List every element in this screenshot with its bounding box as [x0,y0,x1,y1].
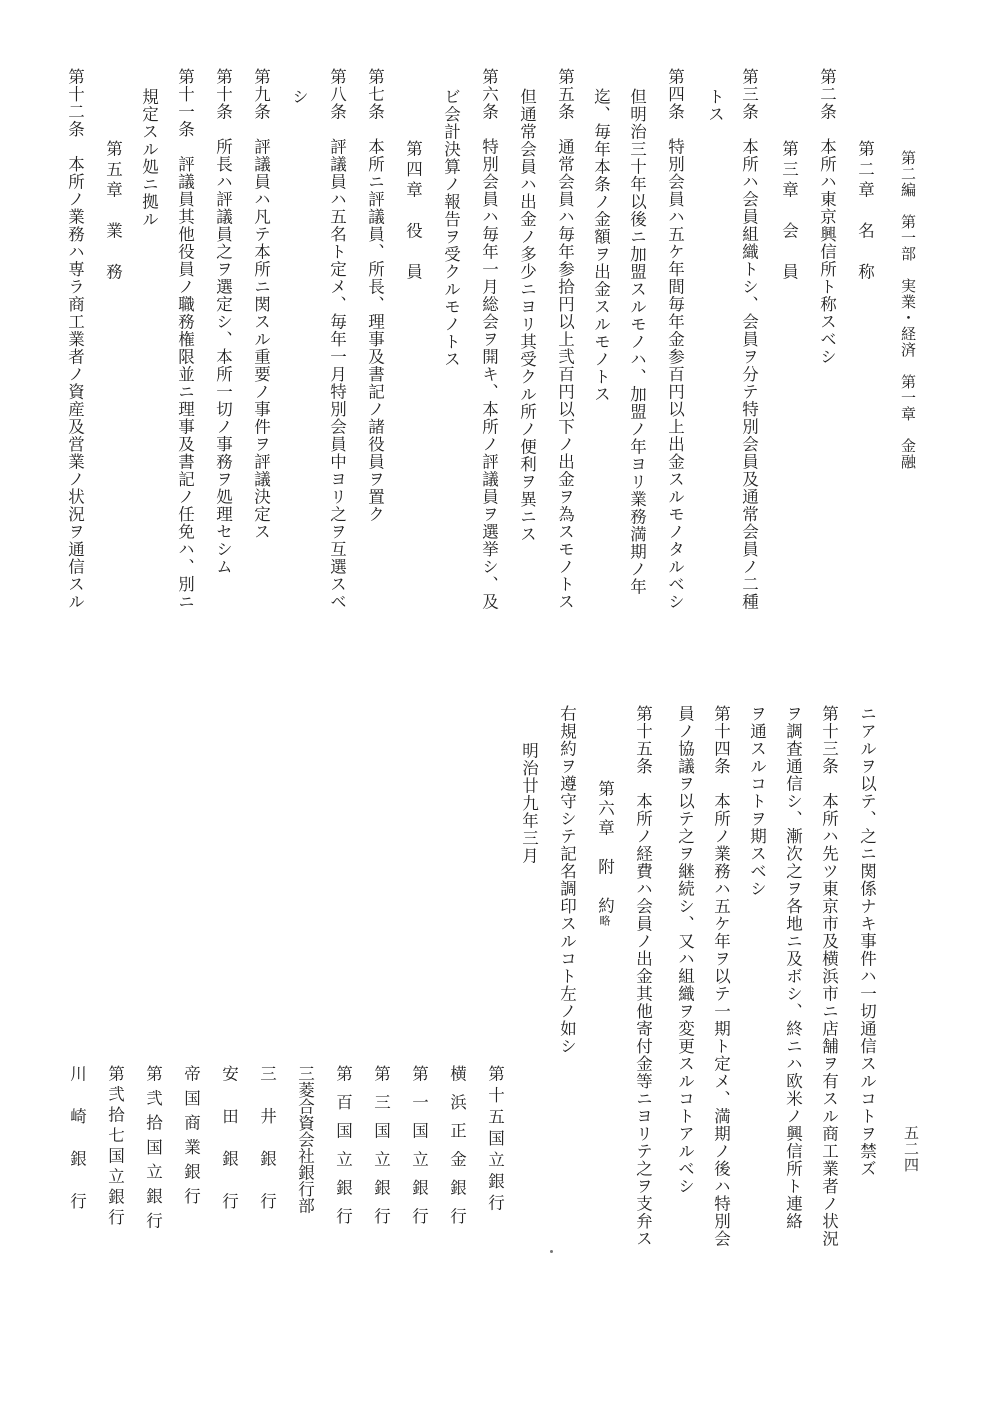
signatory: 三菱合資会社銀行部 [295,1065,315,1214]
signatory: 第十五国立銀行 [485,1065,505,1216]
signatory: 第弐拾七国立銀行 [105,1065,125,1229]
article-text: 第四条 特別会員ハ五ケ年間毎年金参百円以上出金スルモノタルベシ [665,68,685,611]
article-text: 第二条 本所ハ東京興信所ト称スベシ [817,68,837,366]
article-text: 第三条 本所ハ会員組織トシ、会員ヲ分テ特別会員及通常会員ノ二種 [739,68,759,611]
article-continuation: トス [705,88,725,123]
article-text: 第五条 通常会員ハ毎年参拾円以上弐百円以下ノ出金ヲ為スモノトス [555,68,575,611]
signatory: 横浜正金銀行 [447,1065,467,1236]
ink-speck [550,1250,553,1253]
signatory: 帝国商業銀行 [181,1065,201,1212]
signatory: 第弐拾国立銀行 [143,1065,163,1237]
chapter-heading: 第六章 附 約 [595,780,615,917]
article-text: 第十五条 本所ノ経費ハ会員ノ出金其他寄付金等ニヨリテ之ヲ支弁ス [633,705,653,1248]
article-continuation: ヲ通スルコトヲ期スベシ [747,705,767,898]
article-continuation: シ [289,88,309,106]
article-text: 第十一条 評議員其他役員ノ職務権限並ニ理事及書記ノ任免ハ、別ニ [175,68,195,611]
running-title: 第二編 第一部 実業・経済 第一章 金融 [899,150,917,470]
chapter-heading: 第五章 業 務 [103,140,123,284]
omission-note: 略 [598,915,611,926]
signatory: 三井銀行 [257,1065,277,1235]
article-text: 第十条 所長ハ評議員之ヲ選定シ、本所一切ノ事務ヲ処理セシム [213,68,233,576]
article-text: 第九条 評議員ハ凡テ本所ニ関スル重要ノ事件ヲ評議決定ス [251,68,271,541]
page-number: 五二四 [902,1125,920,1173]
chapter-heading: 第三章 会 員 [779,140,799,284]
article-continuation: 員ノ協議ヲ以テ之ヲ継続シ、又ハ組織ヲ変更スルコトアルベシ [675,705,695,1195]
article-proviso: 但明治三十年以後ニ加盟スルモノハ、加盟ノ年ヨリ業務満期ノ年 [627,88,647,596]
article-text: 第十二条 本所ノ業務ハ専ラ商工業者ノ資産及営業ノ状況ヲ通信スル [65,68,85,611]
article-continuation: ビ会計決算ノ報告ヲ受クルモノトス [441,88,461,368]
date-line: 明治廿九年三月 [519,742,539,865]
signatory: 川崎銀行 [67,1065,87,1235]
article-continuation: ヲ調査通信シ、漸次之ヲ各地ニ及ボシ、終ニハ欧米ノ興信所ト連絡 [783,705,803,1230]
signatory: 第一国立銀行 [409,1065,429,1236]
closing-statement: 右規約ヲ遵守シテ記名調印スルコト左ノ如シ [557,705,577,1055]
chapter-heading: 第二章 名 称 [855,140,875,284]
signatory: 安田銀行 [219,1065,239,1235]
signatory: 第百国立銀行 [333,1065,353,1236]
article-continuation: 迄、毎年本条ノ金額ヲ出金スルモノトス [591,88,611,403]
article-proviso: 但通常会員ハ出金ノ多少ニヨリ其受クル所ノ便利ヲ異ニス [517,88,537,543]
signatory: 第三国立銀行 [371,1065,391,1236]
article-continuation: 規定スル処ニ拠ル [139,88,159,228]
article-text: 第六条 特別会員ハ毎年一月総会ヲ開キ、本所ノ評議員ヲ選挙シ、及 [479,68,499,611]
article-text: 第八条 評議員ハ五名ト定メ、毎年一月特別会員中ヨリ之ヲ互選スベ [327,68,347,611]
article-text: 第七条 本所ニ評議員、所長、理事及書記ノ諸役員ヲ置ク [365,68,385,523]
article-text: 第十三条 本所ハ先ツ東京市及横浜市ニ店舗ヲ有スル商工業者ノ状況 [819,705,839,1248]
article-text: 第十四条 本所ノ業務ハ五ケ年ヲ以テ一期ト定メ、満期ノ後ハ特別会 [711,705,731,1248]
article-continuation: ニアルヲ以テ、之ニ関係ナキ事件ハ一切通信スルコトヲ禁ズ [857,705,877,1178]
chapter-heading: 第四章 役 員 [403,140,423,284]
